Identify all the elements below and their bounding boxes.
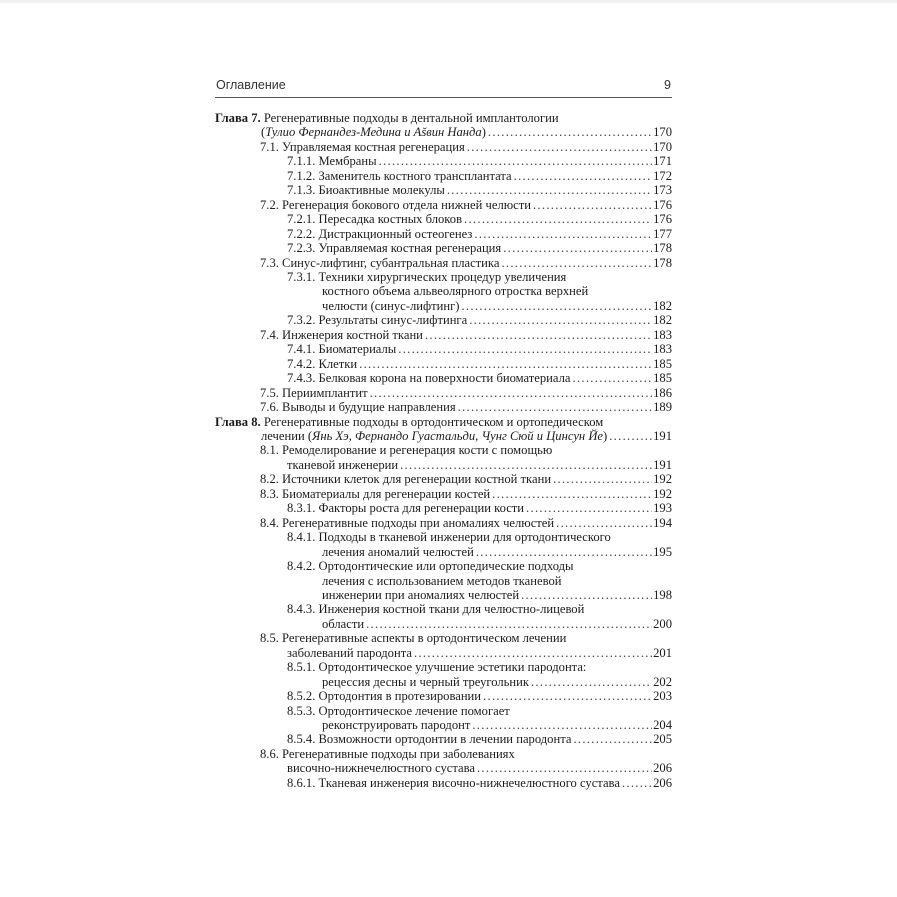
toc-page-number: 170 — [653, 139, 672, 154]
entry-title-line-1: Регенеративные подходы при заболеваниях — [282, 746, 515, 761]
toc-page-number: 182 — [653, 313, 672, 328]
dot-leader — [379, 154, 653, 168]
entry-number: 7.1.2. — [287, 168, 316, 183]
entry-number: 7.5. — [260, 385, 279, 400]
entry-title: Мембраны — [318, 154, 377, 169]
entry-number: 8.6.1. — [287, 775, 316, 790]
entry-title: Заменитель костного трансплантата — [318, 168, 512, 183]
toc-entry-7-3[interactable] — [215, 256, 672, 270]
toc-page-number: 206 — [653, 775, 672, 790]
dot-leader — [414, 646, 652, 660]
toc-page-number: 202 — [653, 674, 672, 689]
toc-entry-8-5-1[interactable] — [215, 660, 672, 689]
entry-number: 8.2. — [260, 472, 279, 487]
running-header-title: Оглавление — [216, 78, 286, 92]
dot-leader — [622, 776, 652, 790]
entry-title: Выводы и будущие направления — [282, 400, 456, 415]
toc-page-number: 186 — [653, 385, 672, 400]
entry-number: 7.3. — [260, 255, 279, 270]
dot-leader — [400, 458, 652, 472]
entry-number: 7.2. — [260, 197, 279, 212]
toc-page-number: 176 — [653, 212, 672, 227]
dot-leader — [467, 140, 652, 154]
dot-leader — [359, 357, 652, 371]
entry-title-line-1: Техники хирургических процедур увеличения — [318, 269, 567, 284]
toc-page-number: 178 — [653, 241, 672, 256]
toc-entry-7-2-3[interactable] — [215, 241, 672, 255]
toc-entry-8-6-1[interactable] — [215, 776, 672, 790]
entry-number: 7.2.2. — [287, 226, 316, 241]
entry-title: Периимплантит — [282, 385, 368, 400]
entry-title-line-2: рецессия десны и черный треугольник — [322, 674, 529, 689]
toc-page-number: 172 — [653, 168, 672, 183]
toc-entry-7-2[interactable] — [215, 198, 672, 212]
entry-title: Источники клеток для регенерации костной ткани — [282, 472, 552, 487]
toc-entry-7-4-2[interactable] — [215, 357, 672, 371]
entry-number: 8.1. — [260, 443, 279, 458]
chapter-title: Регенеративные подходы в ортодонтическом и ортопедическом — [263, 414, 604, 429]
entry-number: 7.2.3. — [287, 241, 316, 256]
toc-page-number: 206 — [653, 761, 672, 776]
entry-number: 7.1.1. — [287, 154, 316, 169]
entry-title: Управляемая костная регенерация — [318, 241, 502, 256]
entry-title-line-2: лечения аномалий челюстей — [322, 544, 474, 559]
toc-entry-8-3[interactable] — [215, 487, 672, 501]
toc-chapter-7[interactable] — [215, 111, 672, 140]
toc-page-number: 177 — [653, 226, 672, 241]
dot-leader — [531, 675, 652, 689]
entry-title-line-1: Регенеративные аспекты в ортодонтическом лечении — [282, 631, 567, 646]
toc-entry-7-2-1[interactable] — [215, 212, 672, 226]
toc-entry-8-3-1[interactable] — [215, 501, 672, 515]
entry-title: Синус-лифтинг, субантральная пластика — [282, 255, 500, 270]
dot-leader — [477, 761, 652, 775]
entry-number: 7.4.2. — [287, 356, 316, 371]
toc-entry-7-2-2[interactable] — [215, 227, 672, 241]
dot-leader — [553, 472, 652, 486]
toc-page-number: 200 — [653, 616, 672, 631]
entry-title-line-1: Подходы в тканевой инженерии для ортодонтического — [318, 530, 611, 545]
toc-page-number: 204 — [653, 718, 672, 733]
running-header — [215, 76, 672, 94]
dot-leader — [458, 400, 652, 414]
toc-entry-7-1-3[interactable] — [215, 183, 672, 197]
top-edge-shade — [0, 0, 897, 3]
dot-leader — [521, 588, 652, 602]
dot-leader — [609, 429, 652, 443]
toc-entry-8-5-4[interactable] — [215, 732, 672, 746]
toc-entry-7-1-2[interactable] — [215, 169, 672, 183]
entry-title: Клетки — [318, 356, 358, 371]
entry-title: Управляемая костная регенерация — [282, 139, 465, 154]
dot-leader — [398, 342, 652, 356]
toc-page-number: 193 — [653, 501, 672, 516]
entry-title: Инженерия костной ткани — [282, 327, 423, 342]
table-of-contents — [215, 111, 672, 790]
entry-title: Регенеративные подходы при аномалиях челюстей — [282, 515, 555, 530]
dot-leader — [447, 183, 652, 197]
dot-leader — [501, 256, 652, 270]
toc-page-number: 170 — [653, 125, 672, 140]
toc-entry-7-1-1[interactable] — [215, 154, 672, 168]
toc-page-number: 185 — [653, 371, 672, 386]
entry-title: Белковая корона на поверхности биоматериала — [318, 371, 571, 386]
entry-number: 8.5.2. — [287, 689, 316, 704]
entry-title-line-1: Ремоделирование и регенерация кости с помощью — [282, 443, 553, 458]
entry-title-line-1: Ортодонтическое улучшение эстетики пародонта: — [318, 660, 587, 675]
entry-number: 8.4. — [260, 515, 279, 530]
entry-title-line-2: области — [322, 616, 365, 631]
chapter-title-line-2: лечении ( — [261, 428, 313, 443]
entry-title: Биоактивные молекулы — [318, 183, 445, 198]
toc-page-number: 192 — [653, 472, 672, 487]
dot-leader — [474, 227, 652, 241]
toc-entry-8-4-1[interactable] — [215, 530, 672, 559]
entry-number: 8.4.2. — [287, 559, 316, 574]
dot-leader — [472, 718, 652, 732]
entry-title: Биоматериалы для регенерации костей — [282, 486, 491, 501]
toc-entry-8-6[interactable] — [215, 747, 672, 776]
toc-entry-8-1[interactable] — [215, 443, 672, 472]
dot-leader — [526, 501, 652, 515]
entry-number: 8.3. — [260, 486, 279, 501]
entry-title-line-3: челюсти (синус-лифтинг) — [322, 298, 460, 313]
entry-number: 7.1. — [260, 139, 279, 154]
toc-page-number: 198 — [653, 587, 672, 602]
dot-leader — [483, 689, 652, 703]
toc-entry-7-4-1[interactable] — [215, 342, 672, 356]
entry-number: 7.4.3. — [287, 371, 316, 386]
entry-number: 8.4.3. — [287, 602, 316, 617]
toc-page-number: 191 — [653, 457, 672, 472]
chapter-authors: Тулио Фернандез-Медина и Аšвин Нанда — [265, 125, 482, 140]
entry-title: Результаты синус-лифтинга — [318, 313, 468, 328]
toc-entry-7-1[interactable] — [215, 140, 672, 154]
dot-leader — [425, 328, 652, 342]
toc-page-number: 178 — [653, 255, 672, 270]
entry-title-line-2: реконструировать пародонт — [322, 718, 471, 733]
toc-page-number: 195 — [653, 544, 672, 559]
toc-page-number: 182 — [653, 298, 672, 313]
toc-chapter-8[interactable] — [215, 415, 672, 444]
page-number: 9 — [664, 78, 671, 92]
dot-leader — [366, 617, 652, 631]
toc-entry-8-5-2[interactable] — [215, 689, 672, 703]
dot-leader — [573, 732, 652, 746]
toc-entry-7-3-2[interactable] — [215, 313, 672, 327]
entry-number: 7.6. — [260, 400, 279, 415]
toc-page-number: 203 — [653, 689, 672, 704]
toc-page-number: 183 — [653, 327, 672, 342]
toc-entry-7-4-3[interactable] — [215, 371, 672, 385]
dot-leader — [503, 241, 652, 255]
entry-number: 7.3.1. — [287, 269, 316, 284]
entry-title-line-2: лечения с использованием методов тканевой — [322, 573, 562, 588]
entry-title-line-1: Ортодонтическое лечение помогает — [318, 703, 510, 718]
entry-number: 7.1.3. — [287, 183, 316, 198]
dot-leader — [476, 545, 652, 559]
paren-open: ( — [261, 125, 266, 140]
entry-number: 7.4. — [260, 327, 279, 342]
dot-leader — [461, 299, 652, 313]
toc-entry-8-5-3[interactable] — [215, 704, 672, 733]
toc-page-number: 183 — [653, 342, 672, 357]
entry-number: 7.3.2. — [287, 313, 316, 328]
entry-title-line-3: инженерии при аномалиях челюстей — [322, 587, 520, 602]
dot-leader — [573, 371, 653, 385]
entry-title-line-2: височно-нижнечелюстного сустава — [287, 761, 475, 776]
toc-page-number: 189 — [653, 400, 672, 415]
dot-leader — [370, 386, 653, 400]
entry-number: 7.2.1. — [287, 212, 316, 227]
entry-number: 8.5.1. — [287, 660, 316, 675]
entry-number: 8.5.3. — [287, 703, 316, 718]
toc-entry-8-4-3[interactable] — [215, 602, 672, 631]
chapter-label: Глава 7. — [215, 111, 261, 125]
entry-number: 7.4.1. — [287, 342, 316, 357]
entry-title: Факторы роста для регенерации кости — [318, 501, 525, 516]
dot-leader — [488, 125, 652, 139]
header-rule — [215, 97, 672, 98]
toc-page-number: 171 — [653, 154, 672, 169]
entry-title-line-1: Инженерия костной ткани для челюстно-лицевой — [318, 602, 585, 617]
entry-title-line-2: костного объема альвеолярного отростка верхней — [322, 284, 589, 299]
toc-entry-8-5[interactable] — [215, 631, 672, 660]
paren-close: ) — [481, 125, 486, 140]
entry-title: Тканевая инженерия височно-нижнечелюстного сустава — [318, 775, 620, 790]
entry-title: Биоматериалы — [318, 342, 397, 357]
entry-number: 8.4.1. — [287, 530, 316, 545]
toc-entry-8-2[interactable] — [215, 472, 672, 486]
entry-title: Возможности ортодонтии в лечении пародонта — [318, 732, 572, 747]
toc-page-number: 192 — [653, 486, 672, 501]
entry-number: 8.5.4. — [287, 732, 316, 747]
entry-number: 8.3.1. — [287, 501, 316, 516]
entry-number: 8.5. — [260, 631, 279, 646]
entry-title-line-1: Ортодонтические или ортопедические подходы — [318, 559, 574, 574]
dot-leader — [533, 198, 652, 212]
toc-entry-7-6[interactable] — [215, 400, 672, 414]
toc-page-number: 201 — [653, 645, 672, 660]
chapter-authors: Янь Хэ, Фернандо Гуастальди, Чунг Сюй и Цинсун Йе — [312, 428, 604, 443]
toc-page-number: 185 — [653, 356, 672, 371]
toc-page-number: 173 — [653, 183, 672, 198]
entry-title: Ортодонтия в протезировании — [318, 689, 482, 704]
dot-leader — [492, 487, 652, 501]
entry-title: Регенерация бокового отдела нижней челюсти — [282, 197, 531, 212]
dot-leader — [514, 169, 652, 183]
toc-entry-8-4-2[interactable] — [215, 559, 672, 602]
paren-close: ) — [603, 428, 608, 443]
toc-page-number: 176 — [653, 197, 672, 212]
dot-leader — [469, 313, 652, 327]
entry-number: 8.6. — [260, 746, 279, 761]
toc-page-number: 191 — [653, 428, 672, 443]
toc-entry-8-4[interactable] — [215, 516, 672, 530]
toc-page-number: 194 — [653, 515, 672, 530]
toc-entry-7-5[interactable] — [215, 386, 672, 400]
entry-title: Дистракционный остеогенез — [318, 226, 473, 241]
chapter-title: Регенеративные подходы в дентальной имплантологии — [263, 111, 559, 125]
entry-title-line-2: заболеваний пародонта — [287, 645, 412, 660]
dot-leader — [464, 212, 652, 226]
chapter-label: Глава 8. — [215, 414, 261, 429]
toc-page-number: 205 — [653, 732, 672, 747]
toc-entry-7-4[interactable] — [215, 328, 672, 342]
toc-entry-7-3-1[interactable] — [215, 270, 672, 313]
entry-title: Пересадка костных блоков — [318, 212, 463, 227]
dot-leader — [556, 516, 652, 530]
entry-title-line-2: тканевой инженерии — [287, 457, 399, 472]
